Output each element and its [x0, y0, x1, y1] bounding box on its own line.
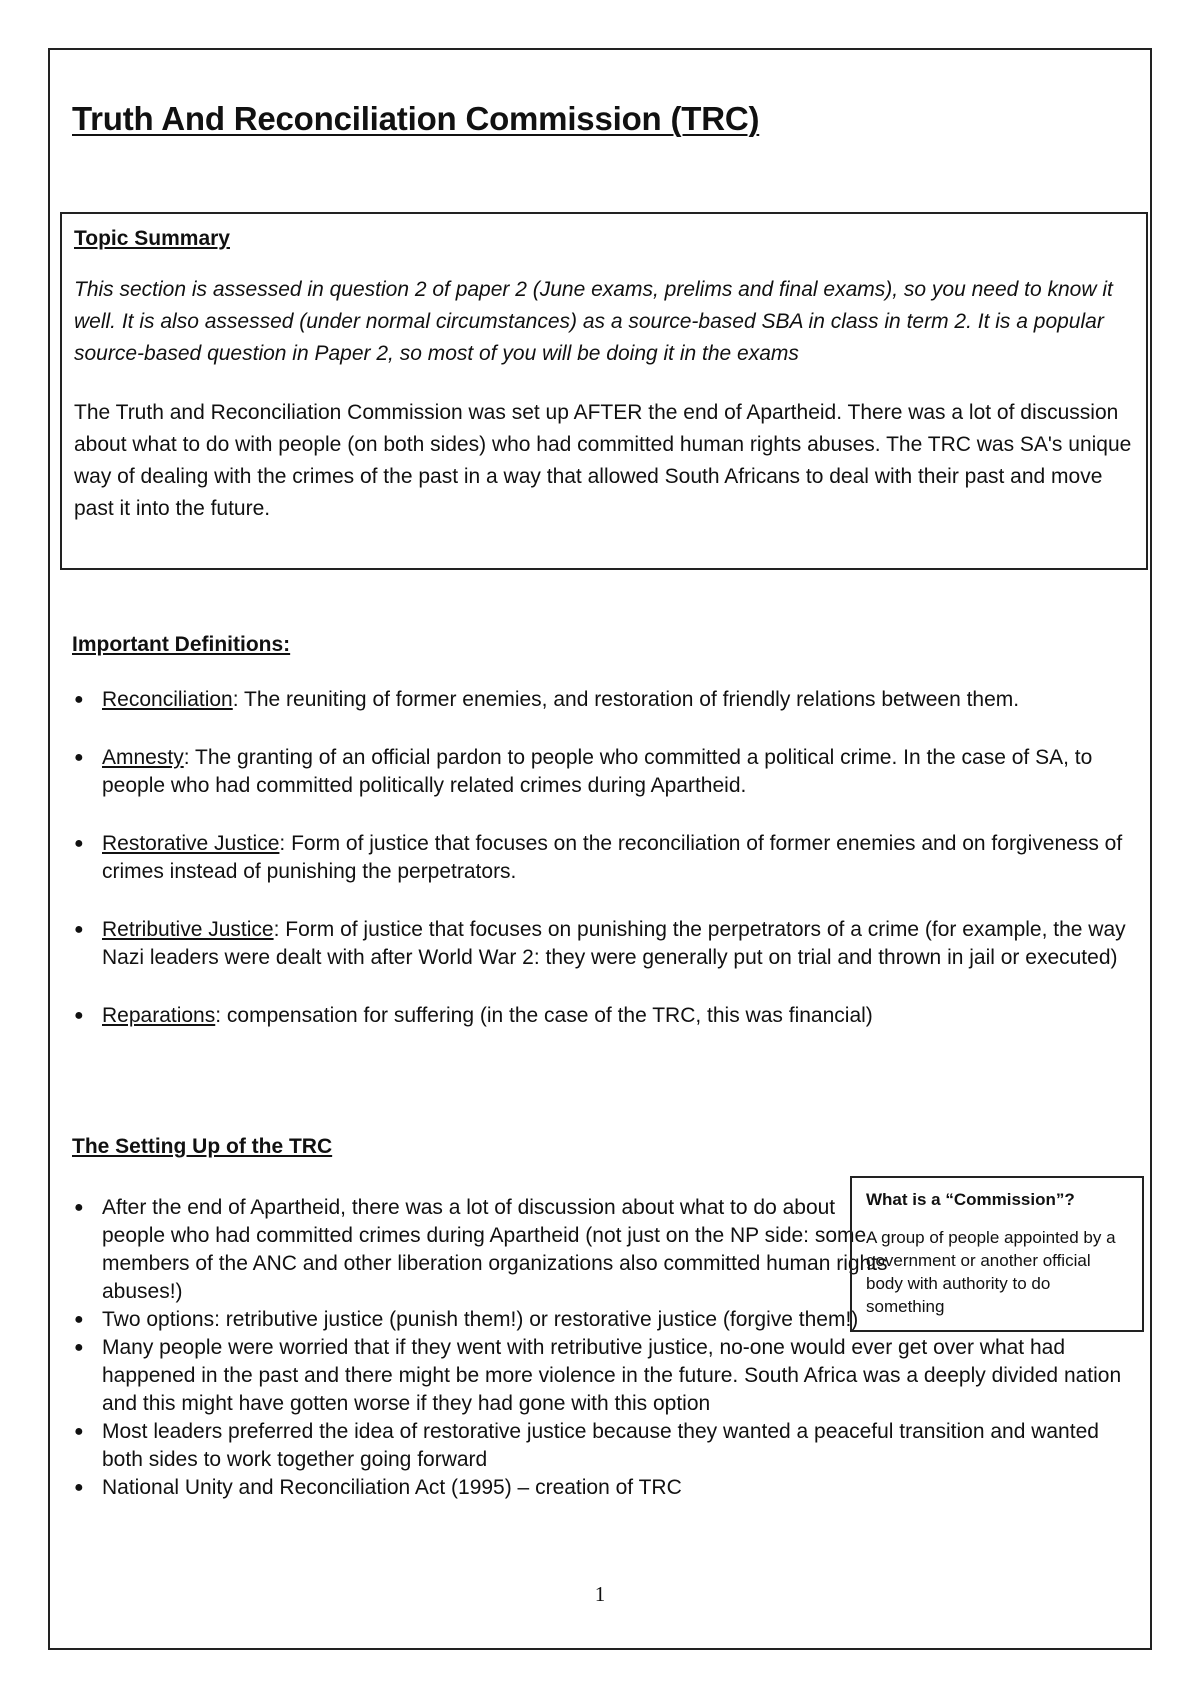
setup-item-text: Two options: retributive justice (punish them!) or restorative justice (forgive them!): [102, 1308, 859, 1331]
setup-item: [72, 1306, 892, 1334]
bullet-icon: ●: [74, 749, 84, 766]
definition-term: Retributive Justice: [102, 918, 274, 941]
bullet-icon: ●: [74, 1339, 84, 1356]
bullet-icon: ●: [74, 691, 84, 708]
definitions-list: [72, 686, 1132, 1060]
definition-text: : Form of justice that focuses on punishing the perpetrators of a crime (for example, the way Nazi leaders were dealt with after World War 2: they were generally put on trial and thrown in jail or executed): [102, 918, 1126, 969]
setup-item: [72, 1474, 1132, 1502]
setup-item: [72, 1418, 1132, 1474]
definition-text: : compensation for suffering (in the case of the TRC, this was financial): [215, 1004, 873, 1027]
definition-term: Amnesty: [102, 746, 184, 769]
definition-text: : The reuniting of former enemies, and restoration of friendly relations between them.: [232, 688, 1020, 711]
commission-definition-box: [850, 1176, 1144, 1332]
definition-item: [72, 744, 1132, 800]
definition-term: Restorative Justice: [102, 832, 280, 855]
bullet-icon: ●: [74, 835, 84, 852]
definition-term: Reconciliation: [102, 688, 233, 711]
setup-item: [72, 1194, 892, 1306]
definition-item: [72, 916, 1132, 972]
commission-box-text: A group of people appointed by a government or another official body with authority to do something: [866, 1228, 1116, 1316]
commission-box-title: What is a “Commission”?: [866, 1190, 1075, 1209]
bullet-icon: ●: [74, 1007, 84, 1024]
definition-term: Reparations: [102, 1004, 216, 1027]
definition-text: : Form of justice that focuses on the reconciliation of former enemies and on forgiveness of crimes instead of punishing the perpetrators.: [102, 832, 1123, 883]
topic-summary-body: The Truth and Reconciliation Commission was set up AFTER the end of Apartheid. There was a lot of discussion about what to do with people (on both sides) who had committed human rights abuses. The TRC was SA's unique way of dealing with the crimes of the past in a way that allowed South Africans to deal with their past and move past it into the future.: [74, 401, 1132, 520]
page-number: 1: [594, 1582, 606, 1606]
definition-text: : The granting of an official pardon to people who committed a political crime. In the case of SA, to people who had committed politically related crimes during Apartheid.: [102, 746, 1093, 797]
setup-item-text: National Unity and Reconciliation Act (1995) – creation of TRC: [102, 1476, 682, 1499]
setup-item: [72, 1334, 1132, 1418]
setup-heading: The Setting Up of the TRC: [72, 1135, 333, 1158]
setup-item-text: After the end of Apartheid, there was a lot of discussion about what to do about people who had committed crimes during Apartheid (not just on the NP side: some members of the ANC and other liberation organizations also committed human rights abuses!): [102, 1196, 888, 1303]
bullet-icon: ●: [74, 1199, 84, 1216]
topic-summary-assessment-note: This section is assessed in question 2 of paper 2 (June exams, prelims and final exams), so you need to know it well. It is also assessed (under normal circumstances) as a source-based SBA in class in term 2. It is a popular source-based question in Paper 2, so most of you will be doing it in the exams: [74, 278, 1113, 365]
topic-summary-box: [60, 212, 1148, 570]
setup-item-text: Most leaders preferred the idea of restorative justice because they wanted a peaceful transition and wanted both sides to work together going forward: [102, 1420, 1099, 1471]
topic-summary-heading: Topic Summary: [74, 227, 230, 250]
bullet-icon: ●: [74, 1479, 84, 1496]
setup-item-text: Many people were worried that if they went with retributive justice, no-one would ever get over what had happened in the past and there might be more violence in the future. South Africa was a deeply divided nation and this might have gotten worse if they had gone with this option: [102, 1336, 1122, 1415]
bullet-icon: ●: [74, 1311, 84, 1328]
definition-item: [72, 830, 1132, 886]
definition-item: [72, 1002, 1132, 1030]
definition-item: [72, 686, 1132, 714]
page-title: Truth And Reconciliation Commission (TRC): [72, 100, 760, 137]
bullet-icon: ●: [74, 1423, 84, 1440]
definitions-heading: Important Definitions:: [72, 633, 291, 656]
bullet-icon: ●: [74, 921, 84, 938]
